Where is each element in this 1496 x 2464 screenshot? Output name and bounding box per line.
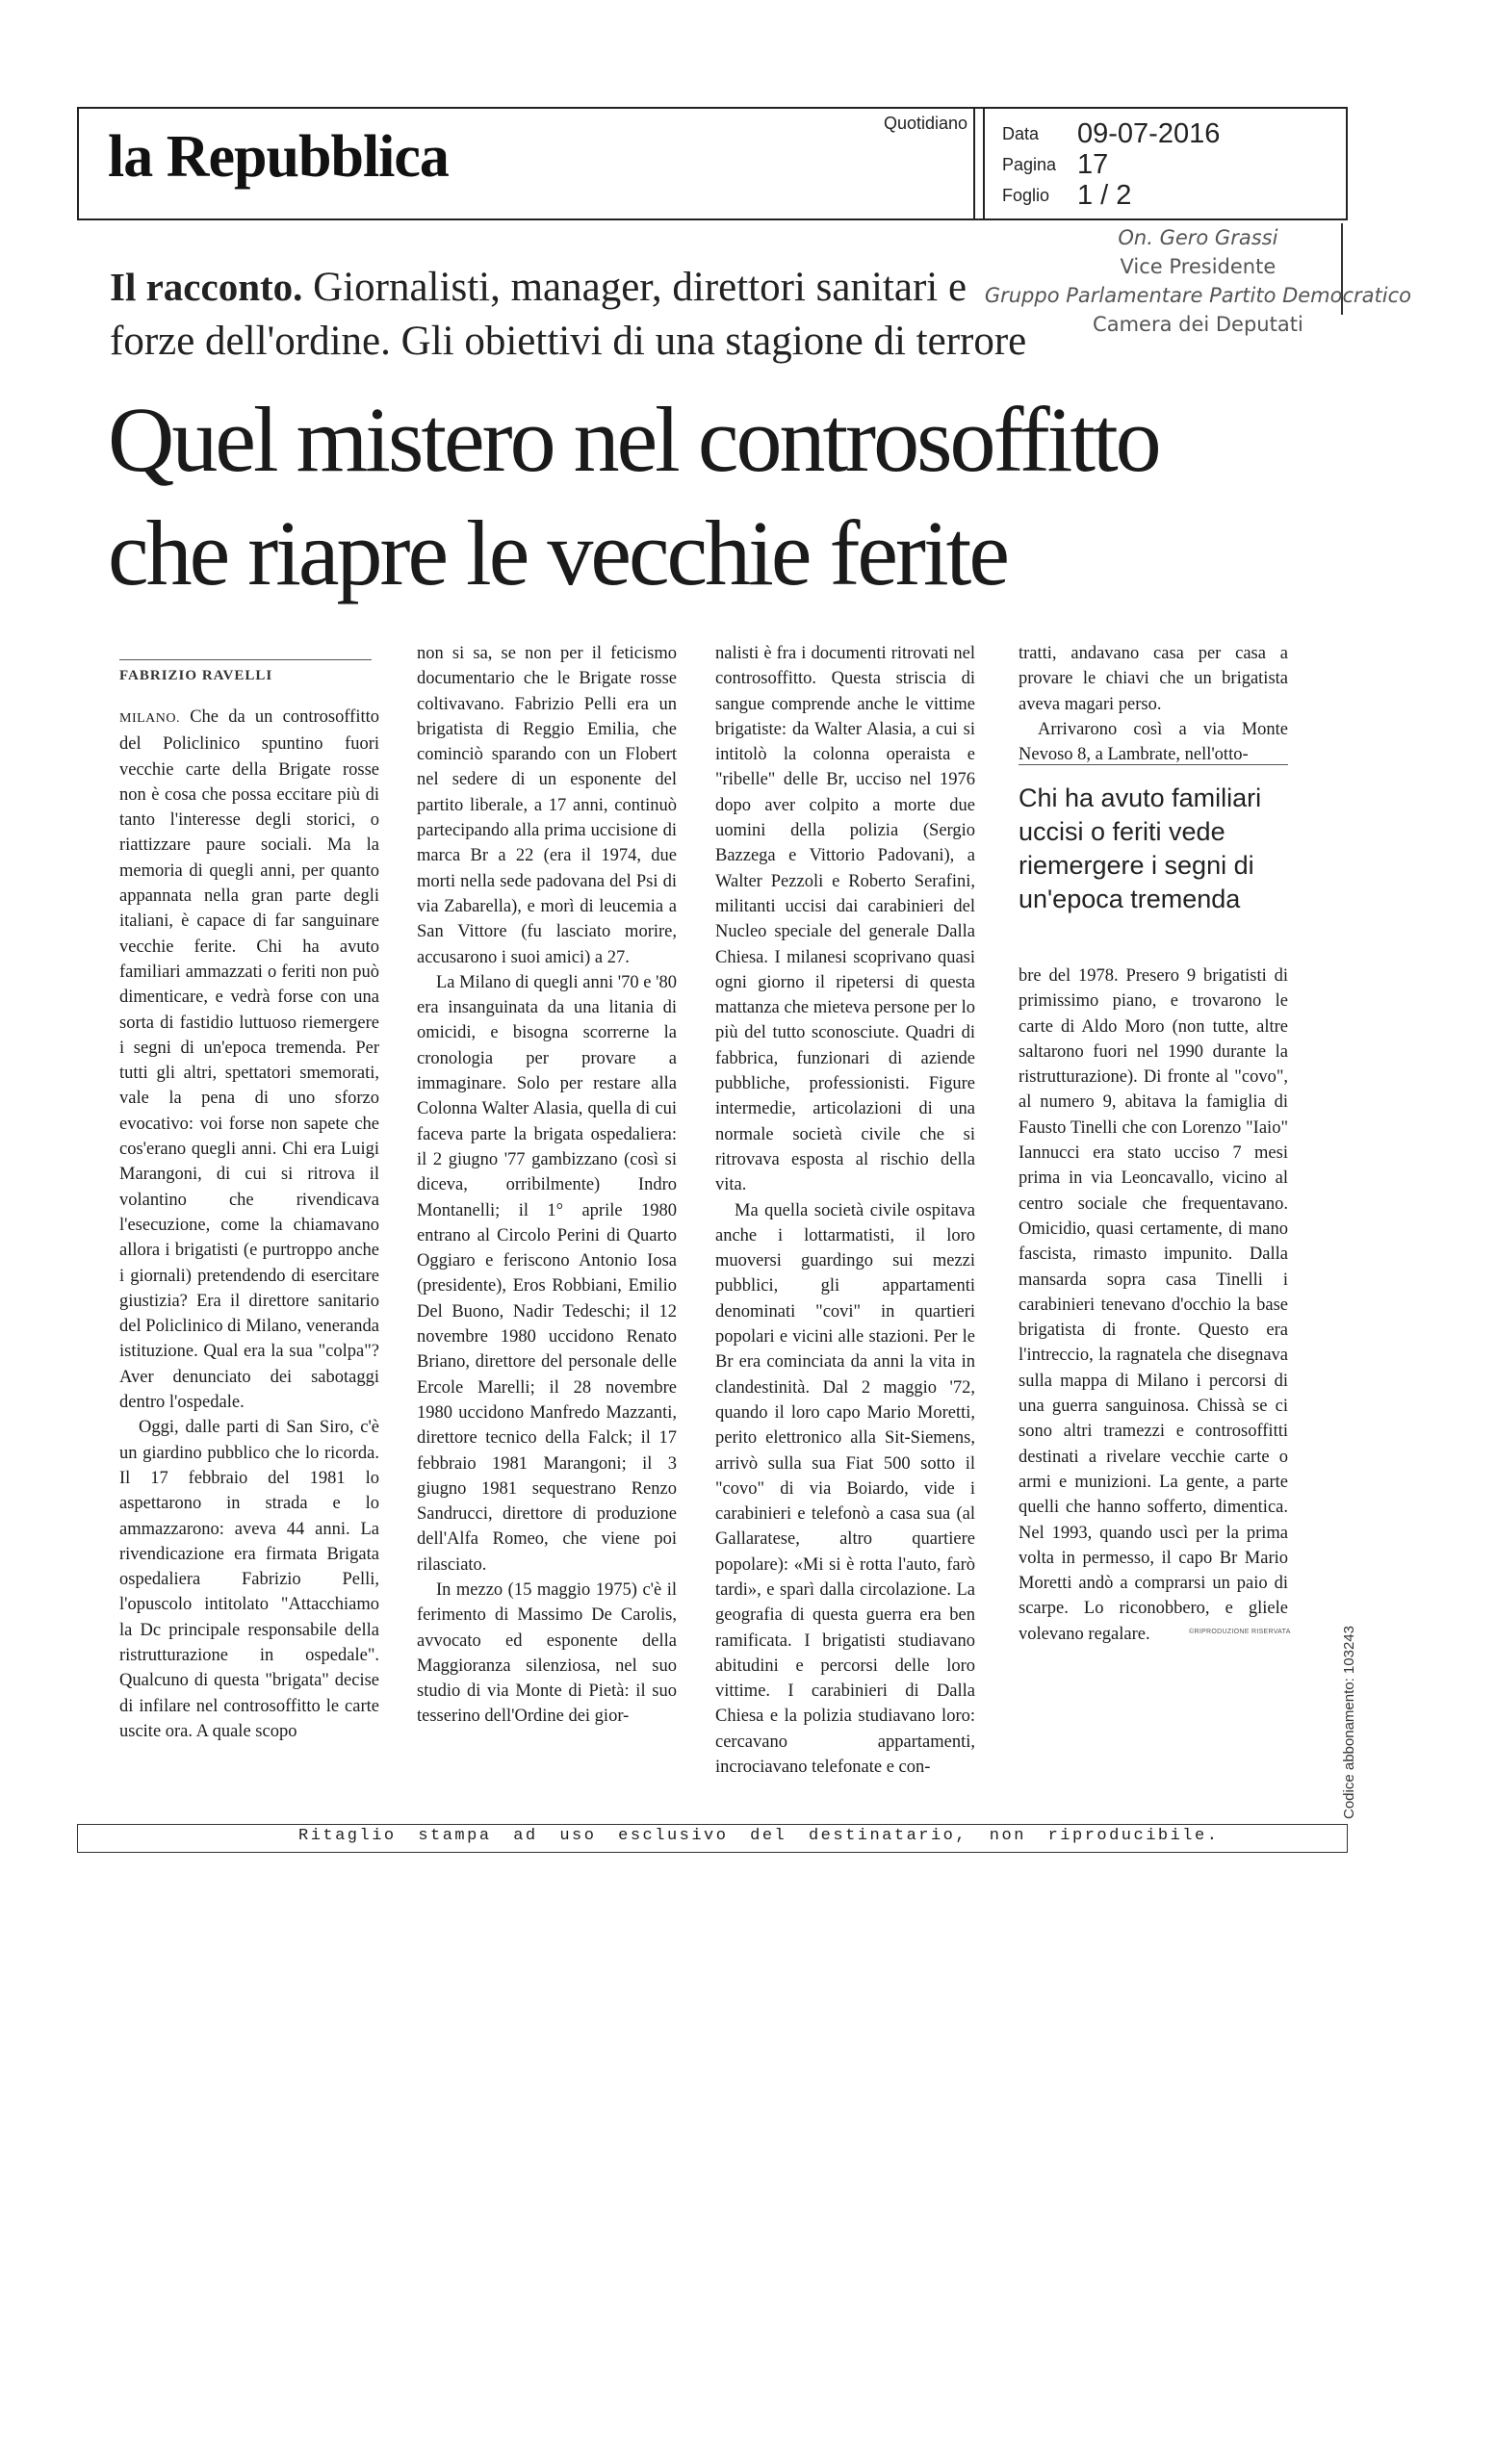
article-headline	[108, 383, 1350, 610]
meta-box	[983, 107, 1348, 220]
stamp-chamber: Camera dei Deputati	[1093, 313, 1303, 336]
meta-row-sheet	[1002, 180, 1131, 212]
pull-quote: Chi ha avuto familiari uccisi o feriti vede riemergere i segni di un'epoca tremenda	[1019, 783, 1262, 913]
article-column-2	[417, 641, 677, 1730]
stamp-role: Vice Presidente	[1120, 255, 1277, 278]
stamp-name: On. Gero Grassi	[1118, 226, 1278, 249]
paragraph: Arrivarono così a via Monte Nevoso 8, a Lambrate, nell'otto-	[1019, 719, 1288, 765]
paragraph: Oggi, dalle parti di San Siro, c'è un giardino pubblico che lo ricorda. Il 17 febbraio del 1981 lo aspettarono in strada e lo ammazzarono: aveva 44 anni. La rivendicazione era firmata Brigata ospedaliera Fabrizio Pelli, l'opuscolo intitolato "Attacchiamo la Dc principale responsabile della ristrutturazione in ospedale". Qualcuno di questa "brigata" decise di infilare nel controsoffitto le carte uscite ora. A quale scopo	[119, 1418, 379, 1741]
meta-value: 17	[1077, 149, 1109, 180]
meta-label: Data	[1002, 124, 1040, 143]
article-column-4-top	[1019, 641, 1288, 767]
copyright-notice: ©RIPRODUZIONE RISERVATA	[1189, 1629, 1291, 1635]
headline-line: Quel mistero nel controsoffitto	[108, 388, 1159, 491]
meta-label: Pagina	[1002, 155, 1057, 174]
paragraph: Ma quella società civile ospitava anche i lottarmatisti, il loro muoversi guardingo sui mezzi pubblici, gli appartamenti denominati "covi" in quartieri popolari e vicini alle stazioni. Per le Br era cominciata da anni la vita in clandestinità. Dal 2 maggio '72, quando il loro capo Mario Moretti, perito elettronico alla Sit-Siemens, arrivò sulla sua Fiat 500 sotto il "covo" di via Boiardo, vide i carabinieri e telefonò a casa sua (al Gallaratese, altro quartiere popolare): «Mi si è rotta l'auto, farò tardi», e sparì dalla circolazione. La geografia di questa guerra era ben ramificata. I brigatisti studiavano abitudini e percorsi delle loro vittime. I carabinieri di Dalla Chiesa e la polizia studiavano loro: cercavano appartamenti, incrociavano telefonate e con-	[715, 1200, 975, 1778]
paragraph: bre del 1978. Presero 9 brigatisti di primissimo piano, e trovarono le carte di Aldo Moro (non tutte, altre saltarono fuori nel 1990 durante la ristrutturazione). Di fronte al "covo", al numero 9, abitava la famiglia di Fausto Tinelli che con Lorenzo "Iaio" Iannucci era stato ucciso 7 mesi prima in via Leoncavallo, vicino al centro sociale che frequentavano. Omicidio, quasi certamente, di mano fascista, rimasto impunito. Dalla mansarda sopra casa Tinelli i carabinieri tenevano d'occhio la base brigatista di fronte. Questo era l'intreccio, la ragnatela che disegnava sulla mappa di Milano i percorsi di una guerra sanguinosa. Chissà se ci sono altri tramezzi e controsoffitti destinati a rivelare vecchie carte o armi e munizioni. La gente, a parte quelli che hanno sofferto, dimentica. Nel 1993, quando uscì per la prima volta in permesso, il capo Br Mario Moretti andò a comprarsi un paio di scarpe. Lo riconobbero, e gliele volevano regalare.	[1019, 966, 1288, 1644]
byline-rule	[119, 659, 372, 660]
headline-line: che riapre le vecchie ferite	[108, 501, 1007, 604]
meta-label: Foglio	[1002, 186, 1050, 205]
publication-type: Quotidiano	[884, 114, 968, 133]
paragraph-text: Che da un controsoffitto del Policlinico spuntino fuori vecchie carte della Brigate rosse non è cosa che possa eccitare più di tanto l'interesse degli storici, o riattizzare paure sociali. Ma la memoria di quegli anni, per quanto appannata nella gran parte degli italiani, è capace di far sanguinare vecchie ferite. Chi ha avuto familiari ammazzati o feriti non può dimenticare, e vedrà forse con una sorta di fastidio luttuoso riemergere i segni di un'epoca tremenda. Per tutti gli altri, spettatori smemorati, vale la pena di uno sforzo evocativo: voi forse non sapete che cos'erano quegli anni. Chi era Luigi Marangoni, di cui si ritrova il volantino che rivendicava l'esecuzione, come la chiamavano allora i brigatisti (e purtroppo anche i giornali) pretendendo di esercitare giustizia? Era il direttore sanitario del Policlinico di Milano, veneranda istituzione. Qual era la sua "colpa"? Aver denunciato dei sabotaggi dentro l'ospedale.	[119, 707, 379, 1413]
meta-value: 09-07-2016	[1077, 118, 1221, 149]
pullquote-rule	[1019, 764, 1288, 765]
article-column-1	[119, 705, 379, 1744]
article-column-4-bottom	[1019, 963, 1288, 1647]
subscription-code: Codice abbonamento: 103243	[1341, 1626, 1357, 1819]
kicker-text: Giornalisti, manager, direttori sanitari e forze dell'ordine. Gli obiettivi di una stagione di terrore	[110, 265, 1027, 364]
meta-row-page	[1002, 149, 1108, 181]
paragraph	[119, 705, 379, 1415]
article-column-3	[715, 641, 975, 1780]
meta-value: 1 / 2	[1077, 180, 1132, 211]
paragraph: non si sa, se non per il feticismo documentario che le Brigate rosse coltivavano. Fabrizio Pelli era un brigatista di Reggio Emilia, che cominciò sparando con un Flobert nel sedere di un esponente del partito liberale, a 17 anni, continuò partecipando alla prima uccisione di marca Br a 22 (era il 1974, due morti nella sede padovana del Psi di via Zabarella), e morì di leucemia a San Vittore (fu lasciato morire, accusarono i suoi amici) a 27.	[417, 644, 677, 967]
paragraph: nalisti è fra i documenti ritrovati nel controsoffitto. Questa striscia di sangue comprende anche le vittime brigatiste: da Walter Alasia, a cui si intitolò la colonna operaista e "ribelle" delle Br, ucciso nel 1976 dopo aver colpito a morte due uomini della polizia (Sergio Bazzega e Vittorio Padovani), a Walter Pezzoli e Roberto Serafini, militanti uccisi dai carabinieri del Nucleo speciale del generale Dalla Chiesa. I milanesi scoprivano quasi ogni giorno il ripetersi di questa mattanza che mieteva persone per lo più del tutto sconosciute. Quadri di fabbrica, funzionari di aziende pubbliche, professionisti. Figure intermedie, articolazioni di una normale società civile che si ritrovava esposta al rischio della vita.	[715, 644, 975, 1195]
paragraph: tratti, andavano casa per casa a provare le chiavi che un brigatista aveva magari perso.	[1019, 644, 1288, 714]
paragraph: La Milano di quegli anni '70 e '80 era insanguinata da una litania di omicidi, e bisogna scorrerne la cronologia per provare a immaginare. Solo per restare alla Colonna Walter Alasia, quella di cui faceva parte la brigata ospedaliera: il 2 giugno '77 gambizzano (così si diceva, orribilmente) Indro Montanelli; il 1° aprile 1980 entrano al Circolo Perini di Quarto Oggiaro e feriscono Antonio Iosa (presidente), Eros Robbiani, Emilio Del Buono, Nadir Tedeschi; il 12 novembre 1980 uccidono Renato Briano, direttore del personale delle Ercole Marelli; il 28 novembre 1980 uccidono Manfredo Mazzanti, direttore tecnico della Falck; il 17 febbraio 1981 Marangoni; il 3 giugno 1981 sequestrano Renzo Sandrucci, direttore di produzione dell'Alfa Romeo, che viene poi rilasciato.	[417, 972, 677, 1575]
paragraph: In mezzo (15 maggio 1975) c'è il ferimento di Massimo De Carolis, avvocato ed esponente della Maggioranza silenziosa, nel suo studio di via Monte di Pietà: il suo tesserino dell'Ordine dei gior-	[417, 1579, 677, 1727]
meta-row-date	[1002, 118, 1220, 150]
byline: FABRIZIO RAVELLI	[119, 668, 273, 683]
masthead-logo: la Repubblica	[108, 124, 449, 190]
footer-notice: Ritaglio stampa ad uso esclusivo del destinatario, non riproducibile.	[298, 1827, 1220, 1845]
article-kicker	[110, 260, 1053, 369]
kicker-label: Il racconto.	[110, 265, 303, 309]
stamp-group: Gruppo Parlamentare Partito Democratico	[984, 284, 1411, 307]
dateline: MILANO.	[119, 711, 180, 726]
